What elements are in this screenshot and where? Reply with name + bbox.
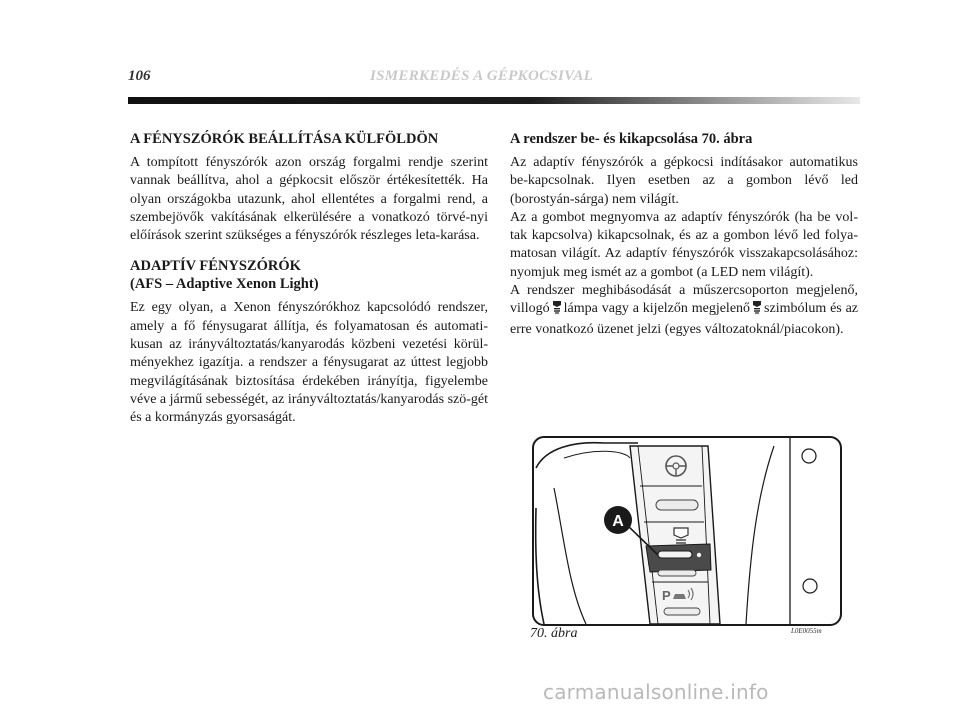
section-body-headlamp-abroad: A tompított fényszórók azon ország forgalmi rendje szerint vannak beállítva, ahol a gépkocsit először értékesítették. Ha olyan országokba utazunk, ahol ellentétes a forgalmi rend, a szembejövők vakításának elkerülésére a vonatkozó törvé-nyi előírások szerint szükséges a fényszórók részleges leta-karása.	[130, 155, 488, 244]
fault-text-part2: lámpa vagy a kijelzőn megjelenő	[563, 301, 751, 317]
afs-warning-lamp-icon	[552, 300, 562, 320]
svg-text:P: P	[662, 588, 671, 603]
section-title-afs-main: ADAPTÍV FÉNYSZÓRÓK	[130, 258, 301, 275]
figure-caption: 70. ábra	[530, 626, 578, 641]
page-number: 106	[128, 68, 151, 84]
paragraph-button-press: Az a gombot megnyomva az adaptív fényszórók (ha be vol-tak kapcsolva) kikapcsolnak, és az a gombon lévő led folya-matosan világít. Az adaptív fényszórók visszakapcsolásához: nyomjuk meg ismét az a gombot (a LED nem világít).	[510, 209, 858, 280]
paragraph-fault-indication	[510, 282, 858, 339]
fault-text-part3: szimbólum és az erre vonatkozó üzenet jelzi (egyes változatoknál/piacokon).	[510, 301, 858, 337]
figure-code: L0E0055m	[791, 627, 822, 635]
header-rule	[128, 97, 860, 104]
section-title-afs	[130, 257, 488, 293]
section-title-headlamp-abroad: A FÉNYSZÓRÓK BEÁLLÍTÁSA KÜLFÖLDÖN	[130, 131, 439, 147]
fault-text-part1: A rendszer meghibásodását a műszercsoporton megjelenő, villogó	[510, 283, 858, 317]
afs-display-symbol-icon	[752, 300, 762, 320]
section-title-system-toggle: A rendszer be- és kikapcsolása 70. ábra	[510, 131, 753, 147]
figure-afs-button	[532, 436, 842, 626]
right-column	[510, 130, 858, 339]
left-column	[130, 130, 488, 428]
running-head: ISMERKEDÉS A GÉPKOCSIVAL	[370, 68, 594, 84]
callout-a-label: A	[612, 513, 624, 530]
watermark[interactable]: carmanualsonline.info	[543, 680, 769, 704]
section-body-afs: Ez egy olyan, a Xenon fényszórókhoz kapcsolódó rendszer, amely a fő fénysugarat állítja, és folyamatosan és automati-kusan az irányváltoztatás/kanyarodás közbeni vezetési körül-ményekhez igazítja. a rendszer a fénysugarat az úttest legjobb megvilágításának biztosítása érdekében irányítja, figyelembe véve a jármű sebességét, az irányváltoztatás/kanyarodás szö-gét és a kormányzás gyorsaságát.	[130, 300, 489, 426]
dashboard-button-panel-illustration	[534, 438, 840, 624]
section-subtitle-afs: (AFS – Adaptive Xenon Light)	[130, 276, 319, 293]
paragraph-auto-activation: Az adaptív fényszórók a gépkocsi indításakor automatikus be-kapcsolnak. Ilyen esetben az a gombon lévő led (borostyán-sárga) nem világít.	[510, 155, 858, 207]
